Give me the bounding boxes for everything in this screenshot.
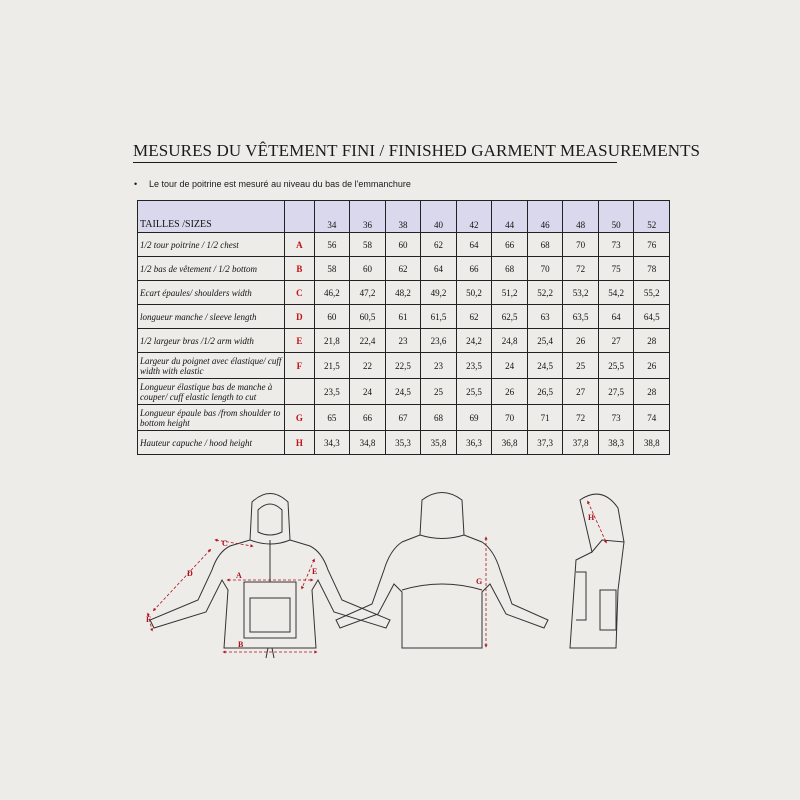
measurement-value: 60,5 xyxy=(350,305,386,329)
measurement-value: 68 xyxy=(527,233,563,257)
size-table xyxy=(137,200,670,455)
measurement-value: 22 xyxy=(350,353,386,379)
table-header-row xyxy=(138,201,670,233)
measurement-value: 78 xyxy=(634,257,670,281)
measurement-value: 52,2 xyxy=(527,281,563,305)
measurement-value: 23,6 xyxy=(421,329,457,353)
measurement-letter: F xyxy=(285,353,314,379)
measurement-value: 26 xyxy=(563,329,599,353)
measurement-value: 66 xyxy=(456,257,492,281)
size-header: 38 xyxy=(385,201,421,233)
measurement-value: 64 xyxy=(598,305,634,329)
measurement-value: 35,3 xyxy=(385,431,421,455)
letter-header xyxy=(285,201,314,233)
table-row xyxy=(138,353,670,379)
chest-note xyxy=(134,179,411,189)
measurement-value: 28 xyxy=(634,329,670,353)
measurement-value: 24,2 xyxy=(456,329,492,353)
measurement-label: Hauteur capuche / hood height xyxy=(138,431,285,455)
measurement-value: 54,2 xyxy=(598,281,634,305)
measurement-value: 23,5 xyxy=(456,353,492,379)
measurement-value: 26,5 xyxy=(527,379,563,405)
measurement-value: 70 xyxy=(563,233,599,257)
front-measure-labels xyxy=(146,539,317,649)
measurement-value: 25 xyxy=(563,353,599,379)
measurement-value: 25,5 xyxy=(456,379,492,405)
measurement-value: 27,5 xyxy=(598,379,634,405)
back-view-drawing xyxy=(336,493,548,649)
measurement-value: 36,3 xyxy=(456,431,492,455)
measurement-value: 70 xyxy=(492,405,528,431)
measurement-value: 38,3 xyxy=(598,431,634,455)
measurement-value: 73 xyxy=(598,405,634,431)
measurement-label: 1/2 bas de vêtement / 1/2 bottom xyxy=(138,257,285,281)
measurement-value: 35,8 xyxy=(421,431,457,455)
side-view-drawing xyxy=(570,494,624,648)
measurement-value: 61 xyxy=(385,305,421,329)
size-header: 40 xyxy=(421,201,457,233)
measurement-value: 50,2 xyxy=(456,281,492,305)
size-header: 44 xyxy=(492,201,528,233)
table-row xyxy=(138,233,670,257)
measurement-value: 56 xyxy=(314,233,350,257)
measurement-value: 47,2 xyxy=(350,281,386,305)
measurement-label: Ecart épaules/ shoulders width xyxy=(138,281,285,305)
measurement-value: 38,8 xyxy=(634,431,670,455)
measurement-value: 23,5 xyxy=(314,379,350,405)
measurement-letter: H xyxy=(285,431,314,455)
measurement-value: 23 xyxy=(421,353,457,379)
size-header: 50 xyxy=(598,201,634,233)
measurement-label: 1/2 largeur bras /1/2 arm width xyxy=(138,329,285,353)
measurement-label: Largeur du poignet avec élastique/ cuff width with elastic xyxy=(138,353,285,379)
measurement-value: 62 xyxy=(456,305,492,329)
measurement-label: 1/2 tour poitrine / 1/2 chest xyxy=(138,233,285,257)
measurement-value: 24,8 xyxy=(492,329,528,353)
label-f: F xyxy=(146,615,151,624)
table-row xyxy=(138,329,670,353)
measurement-value: 28 xyxy=(634,379,670,405)
measurement-value: 62,5 xyxy=(492,305,528,329)
measurement-value: 60 xyxy=(385,233,421,257)
measurement-letter xyxy=(285,379,314,405)
measurement-value: 64 xyxy=(456,233,492,257)
measurement-value: 62 xyxy=(385,257,421,281)
measurement-value: 22,5 xyxy=(385,353,421,379)
size-header: 34 xyxy=(314,201,350,233)
measurement-value: 24,5 xyxy=(527,353,563,379)
measurement-value: 25,5 xyxy=(598,353,634,379)
label-c: C xyxy=(222,539,228,548)
measurement-value: 71 xyxy=(527,405,563,431)
size-header: 36 xyxy=(350,201,386,233)
measurement-value: 61,5 xyxy=(421,305,457,329)
table-row xyxy=(138,405,670,431)
measurement-value: 23 xyxy=(385,329,421,353)
measurement-value: 58 xyxy=(350,233,386,257)
measurement-label: Longueur épaule bas /from shoulder to bottom height xyxy=(138,405,285,431)
bullet-icon: • xyxy=(134,179,138,189)
measurement-value: 70 xyxy=(527,257,563,281)
measurement-value: 21,5 xyxy=(314,353,350,379)
measurement-value: 34,8 xyxy=(350,431,386,455)
measurement-value: 24,5 xyxy=(385,379,421,405)
chest-note-text: Le tour de poitrine est mesuré au niveau du bas de l'emmanchure xyxy=(149,179,411,189)
size-header: 48 xyxy=(563,201,599,233)
size-header: 42 xyxy=(456,201,492,233)
size-header: 52 xyxy=(634,201,670,233)
measurement-value: 37,8 xyxy=(563,431,599,455)
measurement-value: 72 xyxy=(563,257,599,281)
measurement-value: 25 xyxy=(421,379,457,405)
measurement-letter: D xyxy=(285,305,314,329)
table-row xyxy=(138,257,670,281)
measurement-value: 72 xyxy=(563,405,599,431)
measurement-letter: E xyxy=(285,329,314,353)
measurement-value: 63,5 xyxy=(563,305,599,329)
measurement-value: 34,3 xyxy=(314,431,350,455)
measurement-letter: A xyxy=(285,233,314,257)
label-e: E xyxy=(312,567,318,576)
measurement-value: 75 xyxy=(598,257,634,281)
measurement-value: 58 xyxy=(314,257,350,281)
label-g: G xyxy=(476,577,483,586)
measurement-value: 64 xyxy=(421,257,457,281)
measurement-value: 65 xyxy=(314,405,350,431)
table-row xyxy=(138,305,670,329)
measurement-value: 22,4 xyxy=(350,329,386,353)
measurement-value: 64,5 xyxy=(634,305,670,329)
measurement-value: 63 xyxy=(527,305,563,329)
measurement-letter: B xyxy=(285,257,314,281)
measurement-value: 66 xyxy=(492,233,528,257)
measurement-value: 60 xyxy=(350,257,386,281)
label-d: D xyxy=(187,569,193,578)
measurement-value: 25,4 xyxy=(527,329,563,353)
measurement-value: 27 xyxy=(598,329,634,353)
measurement-value: 60 xyxy=(314,305,350,329)
measurement-letter: G xyxy=(285,405,314,431)
size-header: 46 xyxy=(527,201,563,233)
measurement-value: 73 xyxy=(598,233,634,257)
measurement-value: 74 xyxy=(634,405,670,431)
measurement-value: 27 xyxy=(563,379,599,405)
measurement-value: 53,2 xyxy=(563,281,599,305)
page-title: MESURES DU VÊTEMENT FINI / FINISHED GARMENT MEASUREMENTS xyxy=(133,141,617,163)
label-a: A xyxy=(236,571,242,580)
measurement-value: 62 xyxy=(421,233,457,257)
table-row xyxy=(138,281,670,305)
front-measures xyxy=(148,540,316,652)
measurement-value: 48,2 xyxy=(385,281,421,305)
label-h: H xyxy=(588,513,595,522)
side-measures xyxy=(588,502,606,542)
measurement-value: 21,8 xyxy=(314,329,350,353)
measurement-value: 68 xyxy=(492,257,528,281)
measurement-value: 26 xyxy=(492,379,528,405)
table-row xyxy=(138,379,670,405)
measurement-value: 51,2 xyxy=(492,281,528,305)
measurement-letter: C xyxy=(285,281,314,305)
garment-illustrations xyxy=(140,480,660,670)
table-row xyxy=(138,431,670,455)
measurement-value: 69 xyxy=(456,405,492,431)
measurement-value: 55,2 xyxy=(634,281,670,305)
measurement-label: longueur manche / sleeve length xyxy=(138,305,285,329)
measurement-value: 67 xyxy=(385,405,421,431)
label-b: B xyxy=(238,640,244,649)
measurement-value: 36,8 xyxy=(492,431,528,455)
measurement-value: 26 xyxy=(634,353,670,379)
measurement-value: 68 xyxy=(421,405,457,431)
measurement-label: Longueur élastique bas de manche à couper/ cuff elastic length to cut xyxy=(138,379,285,405)
measurement-value: 66 xyxy=(350,405,386,431)
measurement-value: 76 xyxy=(634,233,670,257)
measurement-value: 49,2 xyxy=(421,281,457,305)
sizes-header-label: TAILLES /SIZES xyxy=(138,201,285,233)
measurement-value: 24 xyxy=(350,379,386,405)
measurement-value: 24 xyxy=(492,353,528,379)
measurement-value: 37,3 xyxy=(527,431,563,455)
measurement-value: 46,2 xyxy=(314,281,350,305)
